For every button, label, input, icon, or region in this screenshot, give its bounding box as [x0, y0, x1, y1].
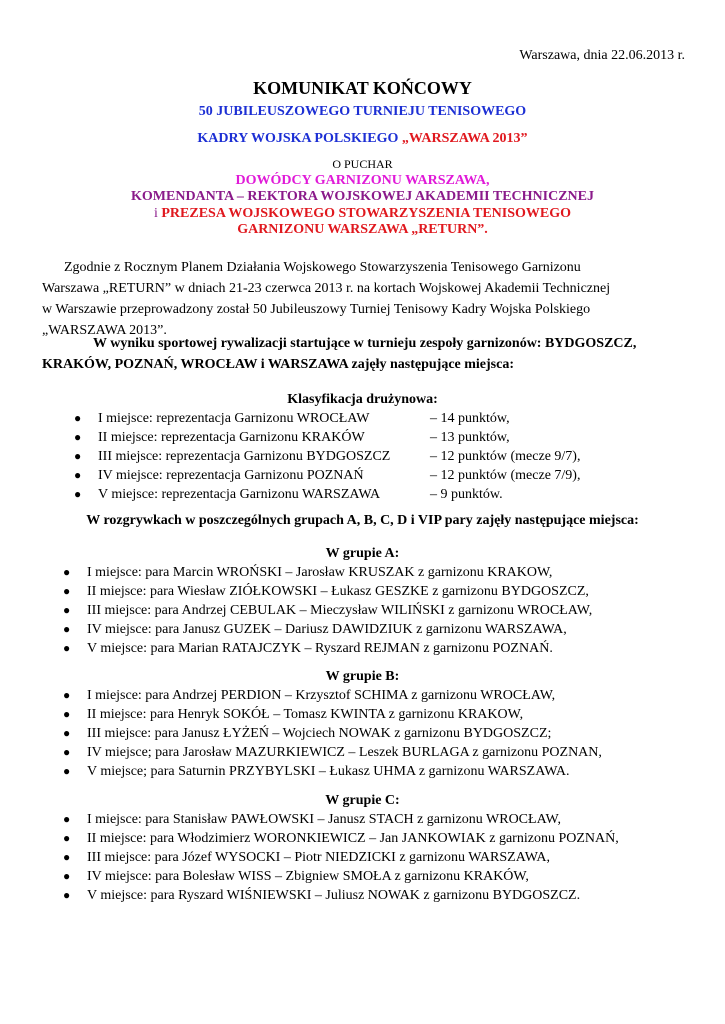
list-item — [63, 762, 602, 781]
list-item — [74, 428, 510, 447]
bullet-icon: ● — [63, 888, 71, 902]
cup-line-3-a: i — [153, 206, 162, 221]
intro-line: Warszawa „RETURN” w dniach 21-23 czerwca 2013 r. na kortach Wojskowej Akademii Technicznej — [42, 281, 611, 296]
subtitle-line-2-a: KADRY WOJSKA POLSKIEGO — [197, 131, 402, 146]
list-item — [63, 867, 619, 886]
list-item — [63, 601, 593, 620]
bullet-icon: ● — [63, 584, 71, 598]
bullet-icon: ● — [63, 707, 71, 721]
bullet-icon: ● — [74, 487, 82, 501]
subtitle-line-1: 50 JUBILEUSZOWEGO TURNIEJU TENISOWEGO — [198, 104, 527, 119]
list-item — [63, 724, 602, 743]
team-classification-list — [74, 409, 581, 504]
group-b-entry: III miejsce: para Janusz ŁYŻEŃ – Wojciech NOWAK z garnizonu BYDGOSZCZ; — [87, 726, 552, 741]
group-c-entry: II miejsce: para Włodzimierz WORONKIEWICZ – Jan JANKOWIAK z garnizonu POZNAŃ, — [87, 831, 619, 846]
group-a-heading: W grupie A: — [325, 546, 400, 561]
group-c-entry: V miejsce: para Ryszard WIŚNIEWSKI – Juliusz NOWAK z garnizonu BYDGOSZCZ. — [87, 888, 581, 903]
list-item — [63, 810, 619, 829]
bullet-icon: ● — [63, 726, 71, 740]
group-c-entry: III miejsce: para Józef WYSOCKI – Piotr NIEDZICKI z garnizonu WARSZAWA, — [87, 850, 550, 865]
bullet-icon: ● — [74, 430, 82, 444]
cup-intro: O PUCHAR — [332, 157, 393, 171]
list-item — [74, 466, 581, 485]
bullet-icon: ● — [63, 603, 71, 617]
group-a-entry: III miejsce: para Andrzej CEBULAK – Mieczysław WILIŃSKI z garnizonu WROCŁAW, — [87, 603, 593, 618]
group-b-entry: V miejsce; para Saturnin PRZYBYLSKI – Łukasz UHMA z garnizonu WARSZAWA. — [87, 764, 570, 779]
bullet-icon: ● — [74, 468, 82, 482]
group-a-entry: IV miejsce: para Janusz GUZEK – Dariusz DAWIDZIUK z garnizonu WARSZAWA, — [87, 622, 567, 637]
group-b-entry: II miejsce: para Henryk SOKÓŁ – Tomasz KWINTA z garnizonu KRAKOW, — [87, 707, 524, 722]
cup-line-3-b: PREZESA WOJSKOWEGO STOWARZYSZENIA TENISOWEGO — [161, 206, 572, 221]
group-b-heading: W grupie B: — [325, 669, 400, 684]
team-points: – 13 punktów, — [430, 430, 510, 445]
cup-line-2: KOMENDANTA – REKTORA WOJSKOWEJ AKADEMII TECHNICZNEJ — [131, 189, 594, 204]
bullet-icon: ● — [63, 622, 71, 636]
bullet-icon: ● — [74, 411, 82, 425]
subtitle-line-2 — [0, 131, 725, 147]
list-item — [63, 582, 592, 601]
result-paragraph — [42, 333, 682, 375]
bullet-icon: ● — [63, 764, 71, 778]
cup-line-3 — [0, 206, 725, 222]
list-item — [63, 886, 619, 905]
group-c-entry: I miejsce: para Stanisław PAWŁOWSKI – Janusz STACH z garnizonu WROCŁAW, — [87, 812, 561, 827]
team-classification-heading: Klasyfikacja drużynowa: — [287, 392, 438, 407]
list-item — [63, 848, 619, 867]
intro-paragraph — [42, 257, 662, 341]
cup-line-1: DOWÓDCY GARNIZONU WARSZAWA, — [235, 173, 490, 188]
team-place: III miejsce: reprezentacja Garnizonu BYDGOSZCZ — [98, 449, 391, 464]
bullet-icon: ● — [63, 850, 71, 864]
team-points: – 12 punktów (mecze 9/7), — [430, 449, 581, 464]
bullet-icon: ● — [63, 869, 71, 883]
list-item — [74, 409, 510, 428]
bullet-icon: ● — [74, 449, 82, 463]
group-c-entry: IV miejsce: para Bolesław WISS – Zbigniew SMOŁA z garnizonu KRAKÓW, — [87, 869, 529, 884]
bullet-icon: ● — [63, 688, 71, 702]
bullet-icon: ● — [63, 831, 71, 845]
group-b-list — [63, 686, 602, 781]
team-points: – 9 punktów. — [430, 487, 503, 502]
group-c-heading: W grupie C: — [325, 793, 400, 808]
group-a-entry: V miejsce: para Marian RATAJCZYK – Ryszard REJMAN z garnizonu POZNAŃ. — [87, 641, 553, 656]
subtitle-line-2-b: „WARSZAWA 2013” — [401, 131, 528, 146]
date-line: Warszawa, dnia 22.06.2013 r. — [519, 48, 685, 63]
groups-heading: W rozgrywkach w poszczególnych grupach A, B, C, D i VIP pary zajęły następujące miejsca: — [86, 513, 639, 528]
group-b-entry: I miejsce: para Andrzej PERDION – Krzysztof SCHIMA z garnizonu WROCŁAW, — [87, 688, 556, 703]
list-item — [63, 829, 619, 848]
list-item — [63, 705, 602, 724]
list-item — [63, 563, 592, 582]
result-line: KRAKÓW, POZNAŃ, WROCŁAW i WARSZAWA zajęły następujące miejsca: — [42, 357, 514, 372]
bullet-icon: ● — [63, 812, 71, 826]
bullet-icon: ● — [63, 641, 71, 655]
list-item — [63, 686, 602, 705]
intro-line: Zgodnie z Rocznym Planem Działania Wojskowego Stowarzyszenia Tenisowego Garnizonu — [64, 260, 581, 275]
intro-line: „WARSZAWA 2013”. — [42, 323, 167, 338]
group-a-entry: I miejsce: para Marcin WROŃSKI – Jarosław KRUSZAK z garnizonu KRAKOW, — [87, 565, 553, 580]
group-a-list — [63, 563, 593, 658]
list-item — [74, 485, 503, 504]
list-item — [63, 639, 592, 658]
list-item — [63, 743, 602, 762]
team-place: II miejsce: reprezentacja Garnizonu KRAKÓW — [98, 430, 365, 445]
result-line: W wyniku sportowej rywalizacji startujące w turnieju zespoły garnizonów: BYDGOSZCZ, — [93, 336, 637, 351]
group-c-list — [63, 810, 619, 905]
bullet-icon: ● — [63, 745, 71, 759]
team-points: – 14 punktów, — [430, 411, 510, 426]
bullet-icon: ● — [63, 565, 71, 579]
list-item — [63, 620, 592, 639]
team-place: I miejsce: reprezentacja Garnizonu WROCŁAW — [98, 411, 370, 426]
team-place: V miejsce: reprezentacja Garnizonu WARSZAWA — [98, 487, 381, 502]
team-place: IV miejsce: reprezentacja Garnizonu POZNAŃ — [98, 468, 364, 483]
intro-line: w Warszawie przeprowadzony został 50 Jubileuszowy Turniej Tenisowy Kadry Wojska Polskiego — [42, 302, 591, 317]
group-b-entry: IV miejsce; para Jarosław MAZURKIEWICZ – Leszek BURLAGA z garnizonu POZNAN, — [87, 745, 602, 760]
team-points: – 12 punktów (mecze 7/9), — [430, 468, 581, 483]
list-item — [74, 447, 581, 466]
cup-line-4: GARNIZONU WARSZAWA „RETURN”. — [237, 222, 488, 237]
page-title: KOMUNIKAT KOŃCOWY — [253, 78, 472, 98]
group-a-entry: II miejsce: para Wiesław ZIÓŁKOWSKI – Łukasz GESZKE z garnizonu BYDGOSZCZ, — [87, 584, 589, 599]
